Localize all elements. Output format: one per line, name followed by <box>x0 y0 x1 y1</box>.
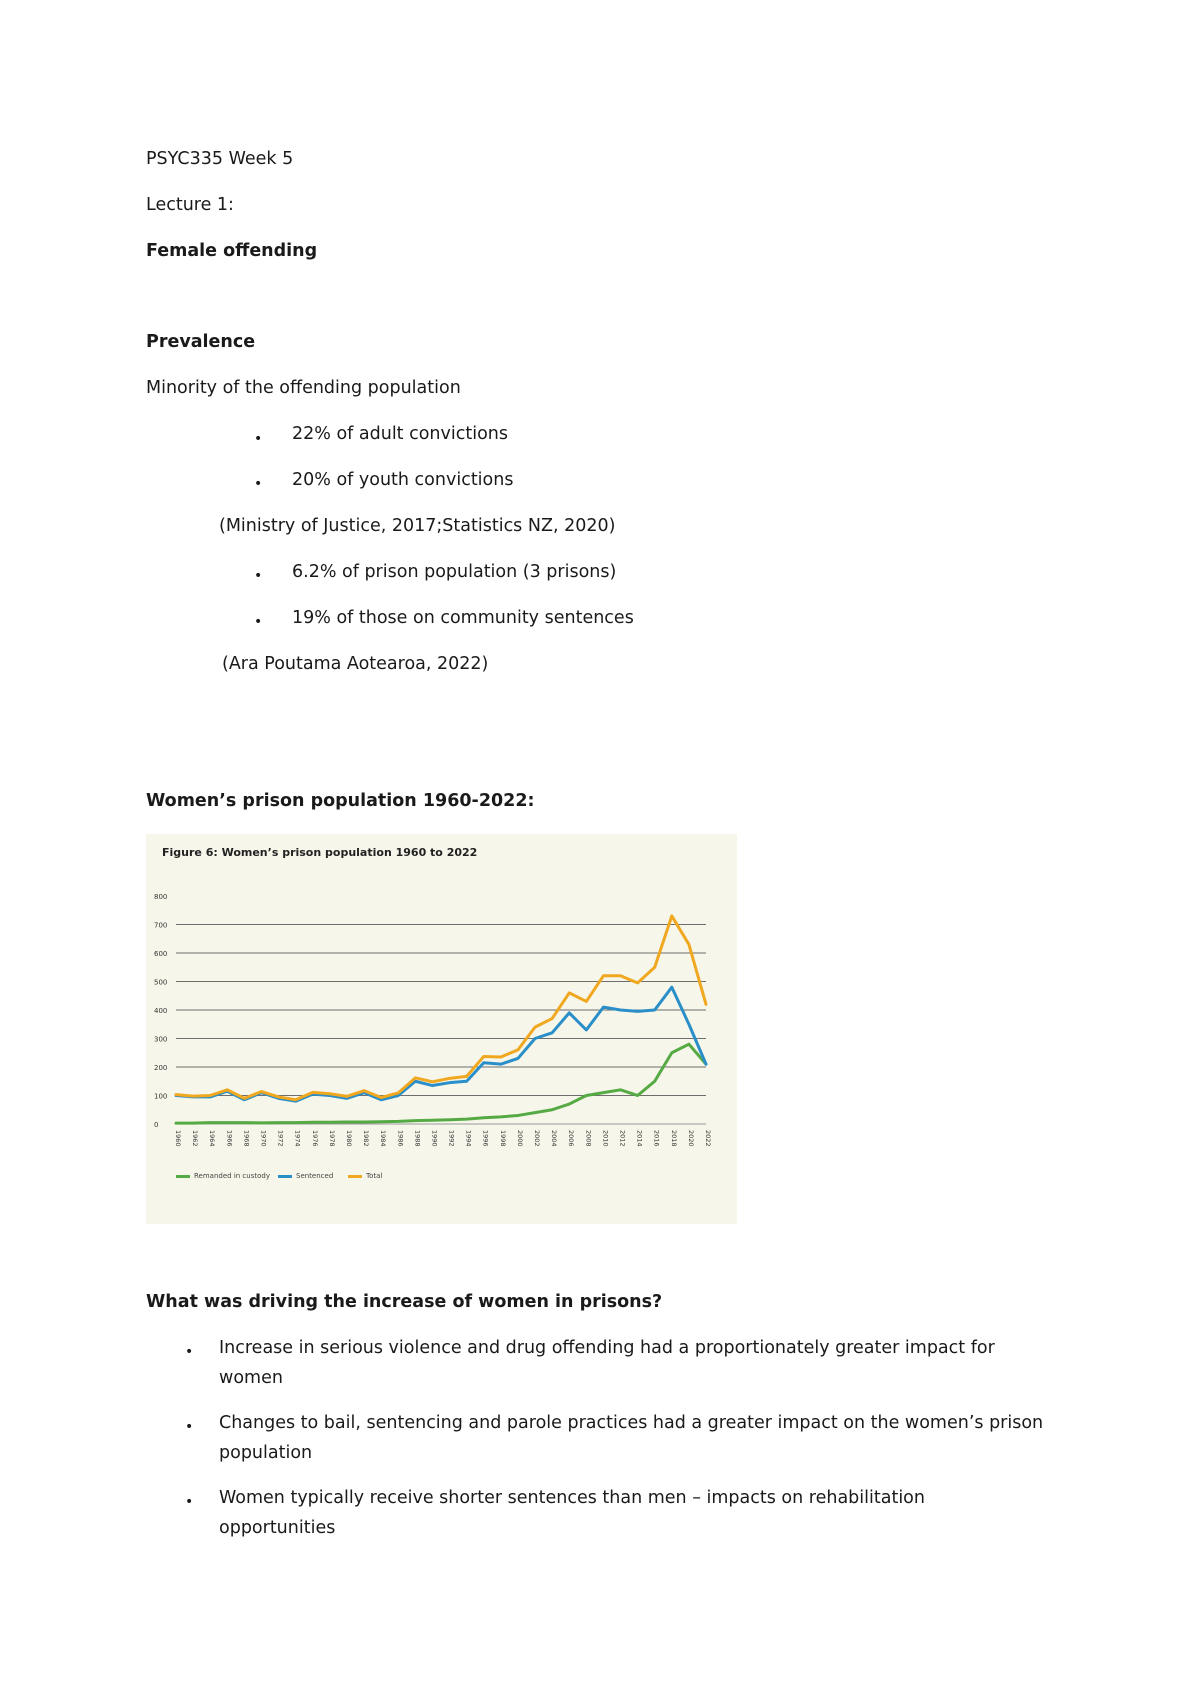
list-item: Increase in serious violence and drug offending had a proportionately greater impact for women <box>219 1338 995 1388</box>
x-tick-label: 1990 <box>430 1130 439 1147</box>
series-line-sentenced <box>176 987 706 1101</box>
prevalence-heading: Prevalence <box>146 332 256 352</box>
y-tick-label: 500 <box>154 978 168 987</box>
x-tick-label: 2022 <box>704 1130 712 1147</box>
x-tick-label: 2018 <box>669 1130 678 1147</box>
x-tick-label: 2002 <box>533 1130 542 1147</box>
x-tick-label: 2006 <box>567 1130 576 1147</box>
x-tick-label: 1992 <box>447 1130 456 1147</box>
legend-swatch <box>278 1175 292 1178</box>
x-tick-label: 2016 <box>652 1130 661 1147</box>
bullet-marker: • <box>254 568 263 584</box>
figure-heading: Women’s prison population 1960-2022: <box>146 791 535 811</box>
legend-item <box>278 1172 333 1180</box>
x-tick-label: 1996 <box>481 1130 490 1147</box>
citation: (Ara Poutama Aotearoa, 2022) <box>222 654 489 674</box>
y-tick-label: 400 <box>154 1007 168 1015</box>
prevalence-intro: Minority of the offending population <box>146 378 461 398</box>
series-line-total <box>176 916 706 1100</box>
course-title: PSYC335 Week 5 <box>146 149 294 169</box>
x-tick-label: 2014 <box>635 1130 644 1147</box>
legend-label: Sentenced <box>296 1172 334 1180</box>
x-tick-label: 1964 <box>208 1130 217 1147</box>
legend-item <box>176 1172 270 1180</box>
x-tick-label: 1994 <box>464 1130 473 1147</box>
list-item: 22% of adult convictions <box>292 424 508 444</box>
citation: (Ministry of Justice, 2017;Statistics NZ, 2020) <box>219 516 616 536</box>
legend-swatch <box>176 1175 190 1178</box>
y-tick-label: 100 <box>154 1092 168 1101</box>
legend-label: Total <box>366 1172 383 1180</box>
chart-title: Figure 6: Women’s prison population 1960 to 2022 <box>162 846 478 859</box>
x-tick-label: 1984 <box>379 1130 388 1147</box>
y-tick-label: 0 <box>154 1121 159 1129</box>
x-tick-label: 1972 <box>276 1130 285 1147</box>
list-item: 20% of youth convictions <box>292 470 514 490</box>
legend-swatch <box>348 1175 362 1178</box>
x-tick-label: 1986 <box>396 1130 405 1147</box>
x-tick-label: 1988 <box>413 1130 422 1147</box>
legend-label: Remanded in custody <box>194 1172 270 1180</box>
y-tick-label: 300 <box>154 1035 168 1044</box>
legend-item <box>348 1172 382 1180</box>
list-item: 6.2% of prison population (3 prisons) <box>292 562 617 582</box>
x-tick-label: 2008 <box>584 1130 593 1147</box>
bullet-marker: • <box>185 1419 194 1435</box>
x-tick-label: 1980 <box>344 1130 353 1147</box>
bullet-marker: • <box>185 1494 194 1510</box>
list-item: Women typically receive shorter sentences than men – impacts on rehabilitation opportunities <box>219 1488 925 1538</box>
y-tick-label: 800 <box>154 893 168 901</box>
x-tick-label: 1966 <box>225 1130 234 1147</box>
x-tick-label: 1968 <box>242 1130 251 1147</box>
topic-heading: Female offending <box>146 241 318 261</box>
list-item: Changes to bail, sentencing and parole practices had a greater impact on the women’s prison population <box>219 1413 1044 1463</box>
x-tick-label: 2012 <box>618 1130 627 1147</box>
y-tick-label: 600 <box>154 950 168 958</box>
y-tick-label: 700 <box>154 921 168 930</box>
bullet-marker: • <box>254 476 263 492</box>
list-item: 19% of those on community sentences <box>292 608 634 628</box>
bullet-marker: • <box>185 1344 194 1360</box>
bullet-marker: • <box>254 431 263 447</box>
x-tick-label: 1976 <box>310 1130 319 1147</box>
x-tick-label: 1960 <box>174 1130 182 1147</box>
x-tick-label: 1978 <box>327 1130 336 1147</box>
x-tick-label: 2010 <box>601 1130 610 1147</box>
x-tick-label: 1970 <box>259 1130 268 1147</box>
chart-figure <box>146 834 737 1224</box>
x-tick-label: 2000 <box>515 1130 524 1147</box>
x-tick-label: 1998 <box>498 1130 507 1147</box>
bullet-marker: • <box>254 614 263 630</box>
x-tick-label: 2004 <box>550 1130 559 1147</box>
line-chart <box>146 834 737 1224</box>
x-tick-label: 1974 <box>293 1130 302 1147</box>
lecture-label: Lecture 1: <box>146 195 234 215</box>
drivers-heading: What was driving the increase of women in prisons? <box>146 1292 663 1312</box>
x-tick-label: 2020 <box>686 1130 695 1147</box>
y-tick-label: 200 <box>154 1064 168 1072</box>
x-tick-label: 1962 <box>191 1130 200 1147</box>
x-tick-label: 1982 <box>362 1130 371 1147</box>
